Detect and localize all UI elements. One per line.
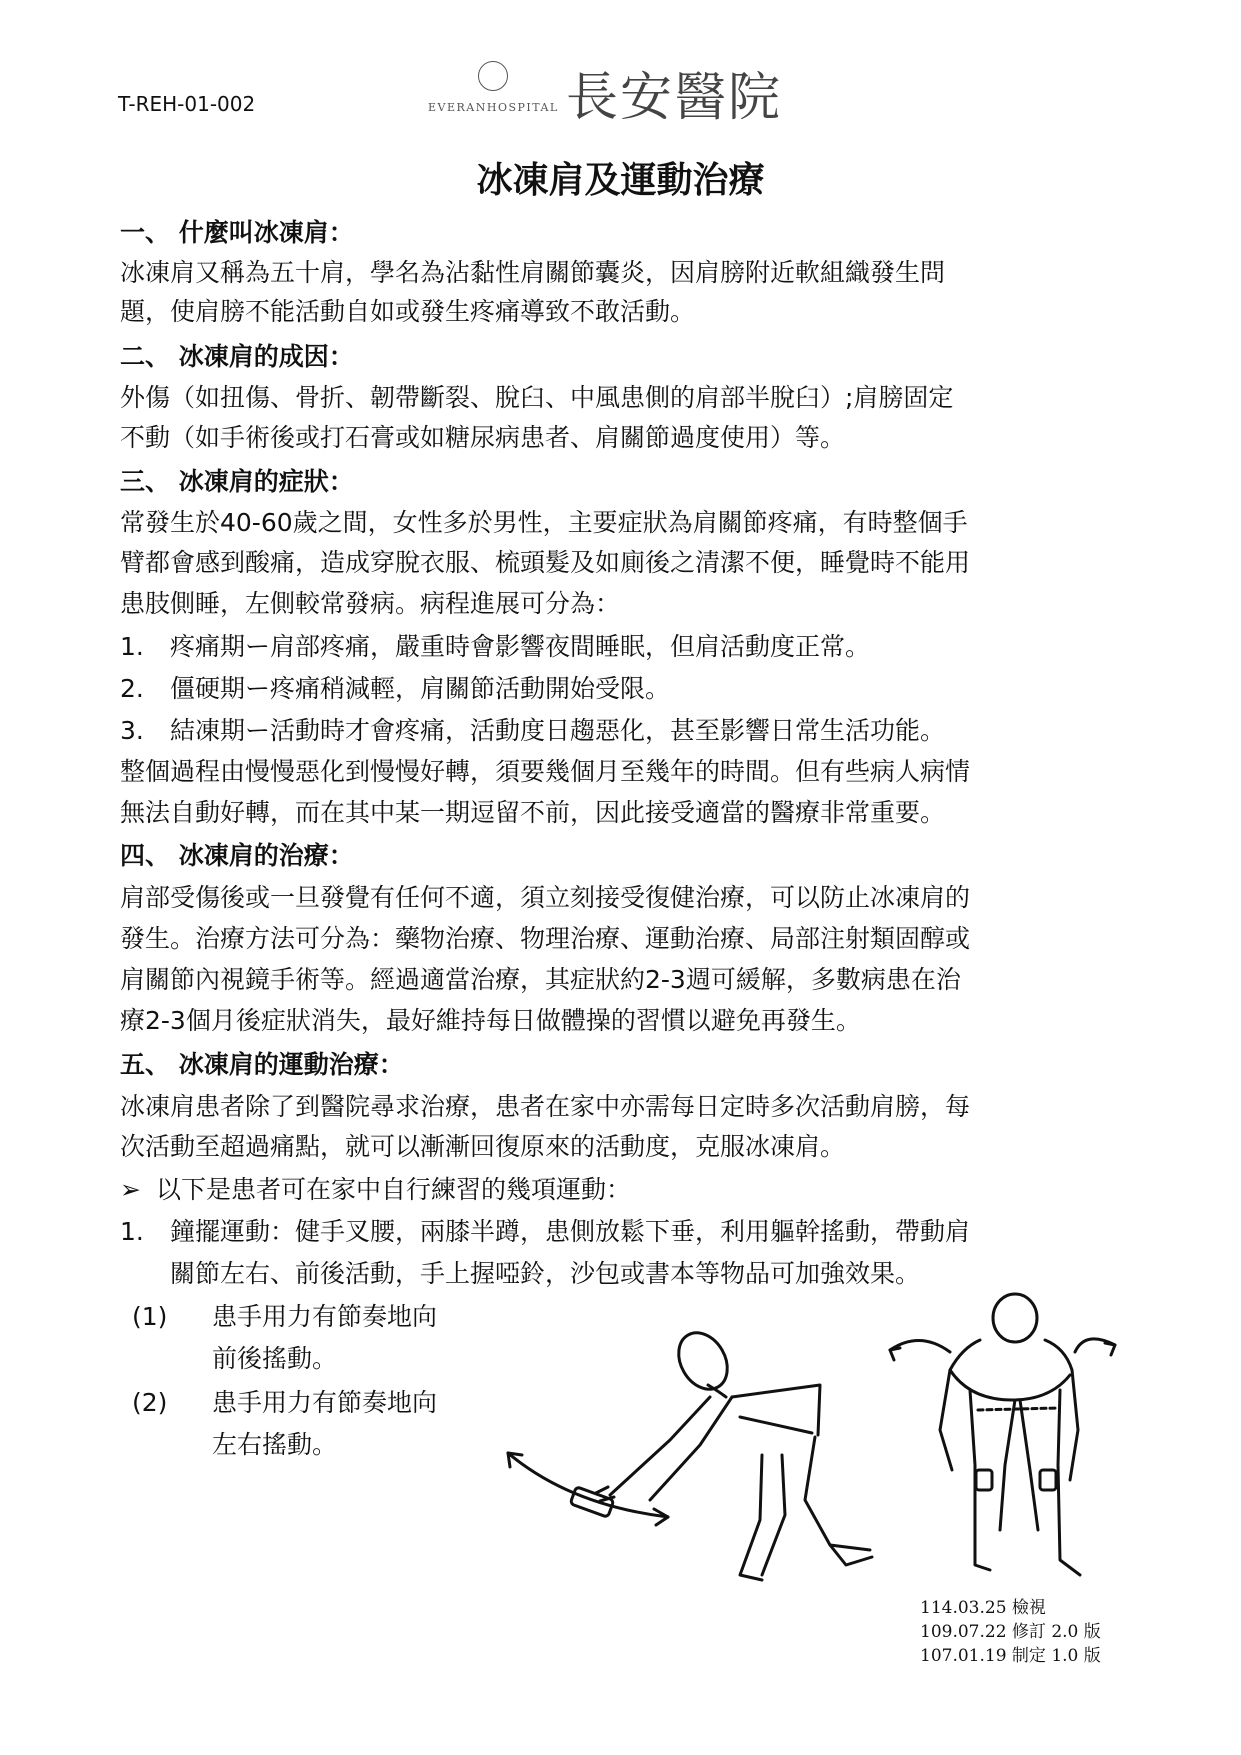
list-item (120, 627, 870, 663)
section-1-heading: 一、 什麼叫冰凍肩： (120, 218, 354, 247)
step-number: (1) (132, 1302, 168, 1331)
section-3-line-1: 常發生於40-60歲之間，女性多於男性，主要症狀為肩關節疼痛，有時整個手 (120, 508, 968, 537)
pendulum-front-back-illustration (500, 1325, 880, 1590)
section-2-heading: 二、 冰凍肩的成因： (120, 342, 354, 371)
logo-chinese-name: 長安醫院 (566, 68, 783, 128)
revision-note: 114.03.25 檢視 (920, 1598, 1046, 1618)
section-2-line-2: 不動（如手術後或打石膏或如糖尿病患者、肩關節過度使用）等。 (120, 423, 846, 452)
list-item-text: 結凍期ー活動時才會疼痛，活動度日趨惡化，甚至影響日常生活功能。 (170, 716, 946, 745)
section-4-line-4: 療2-3個月後症狀消失，最好維持每日做體操的習慣以避免再發生。 (120, 1006, 861, 1035)
logo-english-name: EVERANHOSPITAL (428, 101, 559, 114)
exercise-intro (120, 1170, 631, 1206)
section-3-after-line-1: 整個過程由慢慢惡化到慢慢好轉，須要幾個月至幾年的時間。但有些病人病情 (120, 757, 971, 786)
section-4-line-3: 肩關節內視鏡手術等。經過適當治療，其症狀約2-3週可緩解，多數病患在治 (120, 965, 961, 994)
exercise-step (132, 1297, 437, 1333)
exercise-item-line-1: 鐘擺運動：健手叉腰，兩膝半蹲，患側放鬆下垂，利用軀幹搖動，帶動肩 (170, 1217, 971, 1246)
arrow-bullet-icon: ➢ (120, 1175, 141, 1204)
pendulum-left-right-illustration (880, 1290, 1125, 1585)
step-line-2: 前後搖動。 (212, 1344, 338, 1373)
hospital-emblem-icon (478, 61, 508, 91)
section-4-heading: 四、 冰凍肩的治療： (120, 841, 354, 870)
section-1-line-2: 題，使肩膀不能活動自如或發生疼痛導致不敢活動。 (120, 297, 696, 326)
list-item-number: 1. (120, 632, 144, 661)
list-item-text: 疼痛期ー肩部疼痛，嚴重時會影響夜間睡眠，但肩活動度正常。 (170, 632, 871, 661)
document-code: T-REH-01-002 (118, 92, 256, 116)
revision-note: 109.07.22 修訂 2.0 版 (920, 1622, 1101, 1642)
exercise-step (132, 1383, 437, 1419)
section-3-line-2: 臂都會感到酸痛，造成穿脫衣服、梳頭髮及如廁後之清潔不便，睡覺時不能用 (120, 548, 971, 577)
section-5-heading: 五、 冰凍肩的運動治療： (120, 1050, 404, 1079)
section-2-line-1: 外傷（如扭傷、骨折、韌帶斷裂、脫臼、中風患側的肩部半脫臼）;肩膀固定 (120, 383, 954, 412)
section-5-line-1: 冰凍肩患者除了到醫院尋求治療，患者在家中亦需每日定時多次活動肩膀，每 (120, 1092, 971, 1121)
step-number: (2) (132, 1388, 168, 1417)
section-4-line-2: 發生。治療方法可分為：藥物治療、物理治療、運動治療、局部注射類固醇或 (120, 924, 971, 953)
list-item (120, 669, 670, 705)
section-3-heading: 三、 冰凍肩的症狀： (120, 467, 354, 496)
step-line-2: 左右搖動。 (212, 1430, 338, 1459)
step-line-1: 患手用力有節奏地向 (212, 1302, 438, 1331)
section-3-line-3: 患肢側睡，左側較常發病。病程進展可分為： (120, 589, 621, 618)
exercise-item-line-2: 關節左右、前後活動，手上握啞鈴，沙包或書本等物品可加強效果。 (170, 1259, 921, 1288)
step-line-1: 患手用力有節奏地向 (212, 1388, 438, 1417)
list-item-text: 僵硬期ー疼痛稍減輕，肩關節活動開始受限。 (170, 674, 671, 703)
section-1-line-1: 冰凍肩又稱為五十肩，學名為沾黏性肩關節囊炎，因肩膀附近軟組織發生問 (120, 258, 946, 287)
section-4-line-1: 肩部受傷後或一旦發覺有任何不適，須立刻接受復健治療，可以防止冰凍肩的 (120, 883, 971, 912)
hospital-logo (428, 55, 828, 128)
list-item-number: 1. (120, 1217, 144, 1246)
section-3-after-line-2: 無法自動好轉，而在其中某一期逗留不前，因此接受適當的醫療非常重要。 (120, 798, 946, 827)
exercise-intro-text: 以下是患者可在家中自行練習的幾項運動： (156, 1175, 632, 1204)
list-item-number: 3. (120, 716, 144, 745)
section-5-line-2: 次活動至超過痛點，就可以漸漸回復原來的活動度，克服冰凍肩。 (120, 1132, 846, 1161)
page-title: 冰凍肩及運動治療 (476, 160, 765, 201)
exercise-item-1 (120, 1212, 970, 1248)
list-item (120, 711, 945, 747)
revision-note: 107.01.19 制定 1.0 版 (920, 1646, 1101, 1666)
list-item-number: 2. (120, 674, 144, 703)
